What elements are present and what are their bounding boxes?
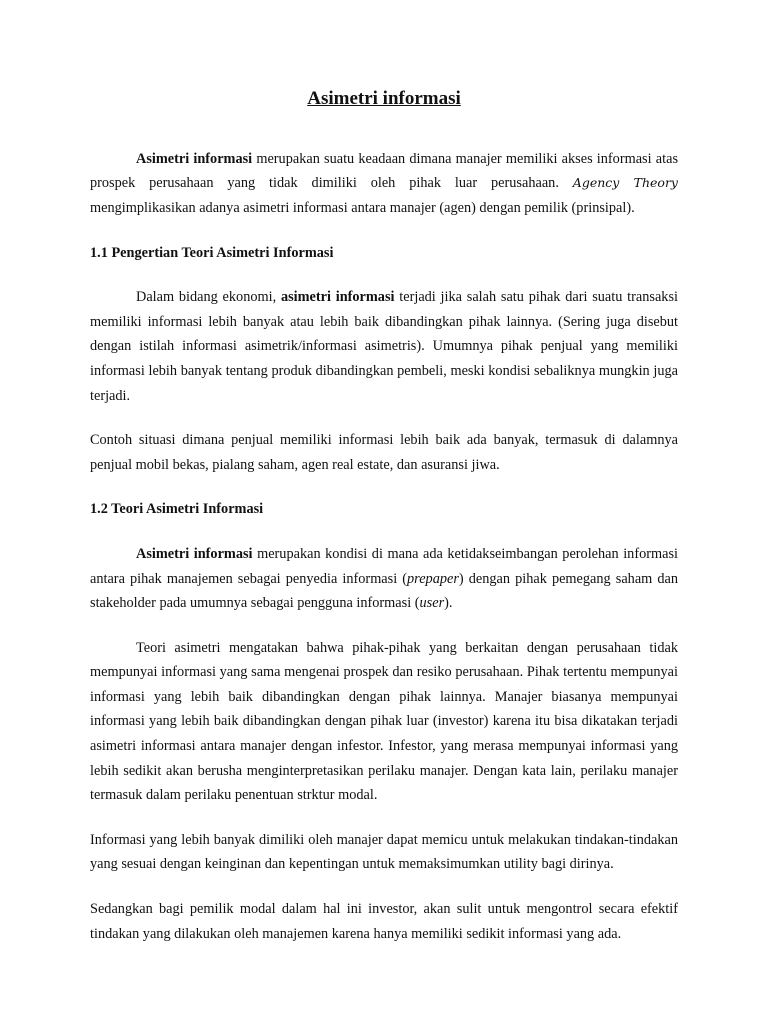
s1p1-text-2: terjadi jika salah satu pihak dari suatu transaksi memiliki informasi lebih banyak atau lebih baik dibandingkan pihak lainnya. (Sering juga disebut dengan istilah informasi asimetrik/informasi asimetris). Umumnya pihak penjual yang memiliki informasi lebih banyak tentang produk dibandingkan pembeli, meski kondisi sebaliknya mungkin juga terjadi. (90, 289, 678, 404)
intro-lead-term: Asimetri informasi (136, 150, 253, 167)
s2p1-italic-user: user (419, 595, 445, 612)
section-2-paragraph-2: Teori asimetri mengatakan bahwa pihak-pihak yang berkaitan dengan perusahaan tidak mempunyai informasi yang sama mengenai prospek dan resiko perusahaan. Pihak tertentu mempunyai informasi yang lebih baik dibandingkan dengan pihak lainnya. Manajer biasanya mempunyai informasi yang lebih baik dibandingkan dengan pihak luar (investor) karena itu bisa dikatakan terjadi asimetri informasi antara manajer dengan infestor. Infestor, yang merasa mempunyai informasi yang lebih sedikit akan berusha menginterpretasikan perilaku manajer. Dengan kata lain, perilaku manajer termasuk dalam perilaku penentuan strktur modal. (90, 639, 678, 804)
section-1-paragraph-1 (90, 285, 678, 408)
s2p1-text-2: ) dengan pihak pemegang saham dan stakeholder pada umumnya sebagai pengguna informasi ( (90, 570, 678, 612)
section-2-paragraph-1 (90, 542, 678, 616)
section-1-paragraph-2: Contoh situasi dimana penjual memiliki informasi lebih baik ada banyak, termasuk di dalamnya penjual mobil bekas, pialang saham, agen real estate, dan asuransi jiwa. (90, 432, 678, 473)
s2p1-text-3: ). (444, 595, 453, 612)
section-2-heading: 1.2 Teori Asimetri Informasi (90, 501, 264, 518)
intro-paragraph (90, 147, 678, 221)
page-title: Asimetri informasi (307, 88, 461, 109)
section-2-paragraph-3: Informasi yang lebih banyak dimiliki oleh manajer dapat memicu untuk melakukan tindakan-tindakan yang sesuai dengan keinginan dan kepentingan untuk memaksimumkan utility bagi dirinya. (90, 831, 678, 873)
document-page (90, 88, 678, 946)
section-2-paragraph-4: Sedangkan bagi pemilik modal dalam hal ini investor, akan sulit untuk mengontrol secara efektif tindakan yang dilakukan oleh manajemen karena hanya memiliki sedikit informasi yang ada. (90, 901, 678, 942)
s2p1-italic-prepaper: prepaper (407, 570, 459, 587)
section-1-heading: 1.1 Pengertian Teori Asimetri Informasi (90, 244, 334, 261)
s1p1-bold-term: asimetri informasi (280, 289, 395, 306)
intro-text-1: merupakan suatu keadaan dimana manajer memiliki akses informasi atas prospek perusahaan yang tidak dimiliki oleh pihak luar perusahaan. (90, 150, 679, 192)
s2p1-bold-term: Asimetri informasi (136, 545, 253, 562)
intro-text-2: mengimplikasikan adanya asimetri informasi antara manajer (agen) dengan pemilik (prinsipal). (90, 199, 635, 216)
intro-agency-theory: Agency Theory (572, 175, 678, 191)
s1p1-text-1: Dalam bidang ekonomi, (136, 289, 281, 306)
s2p1-text-1: merupakan kondisi di mana ada ketidakseimbangan perolehan informasi antara pihak manajemen sebagai penyedia informasi ( (90, 545, 679, 587)
